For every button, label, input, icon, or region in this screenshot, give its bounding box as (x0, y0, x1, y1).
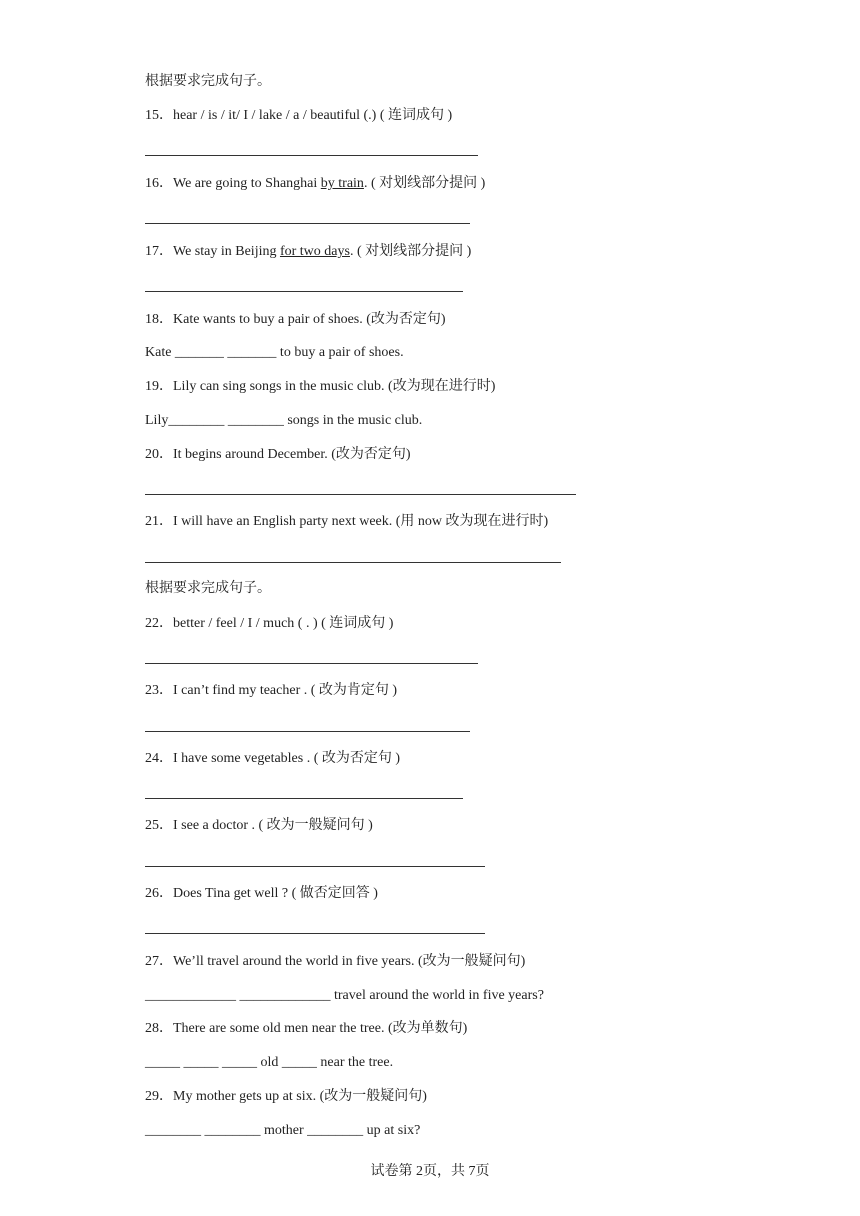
answer-line-21 (145, 562, 561, 563)
question-29: 29．My mother gets up at six. (改为一般疑问句) (145, 1089, 427, 1104)
question-17 (145, 243, 471, 261)
question-19: 19．Lily can sing songs in the music club. (改为现在进行时) (145, 379, 496, 394)
answer-27: _____________ _____________ travel around the world in five years? (145, 988, 544, 1003)
answer-line-16 (145, 223, 470, 224)
answer-line-17 (145, 291, 463, 292)
answer-line-24 (145, 798, 463, 799)
question-16-underlined: by train (320, 176, 364, 191)
question-17-pre: 17．We stay in Beijing (145, 244, 280, 259)
question-26: 26．Does Tina get well ? ( 做否定回答 ) (145, 886, 378, 901)
question-27: 27．We’ll travel around the world in five years. (改为一般疑问句) (145, 954, 526, 969)
question-28: 28．There are some old men near the tree. (改为单数句) (145, 1021, 468, 1036)
question-16 (145, 175, 485, 193)
question-16-post: . ( 对划线部分提问 ) (363, 176, 486, 191)
question-24: 24．I have some vegetables . ( 改为否定句 ) (145, 751, 401, 766)
answer-line-15 (145, 155, 478, 156)
question-21: 21．I will have an English party next week. (用 now 改为现在进行时) (145, 514, 549, 529)
answer-line-22 (145, 663, 478, 664)
section-heading: 根据要求完成句子。 (145, 74, 271, 89)
answer-18: Kate _______ _______ to buy a pair of shoes. (145, 345, 404, 360)
answer-line-20 (145, 494, 576, 495)
question-23: 23．I can’t find my teacher . ( 改为肯定句 ) (145, 683, 398, 698)
question-15: 15．hear / is / it/ I / lake / a / beautiful (.) ( 连词成句 ) (145, 108, 453, 123)
answer-29: ________ ________ mother ________ up at six? (145, 1123, 421, 1138)
answer-28: _____ _____ _____ old _____ near the tree. (145, 1055, 394, 1070)
section-heading: 根据要求完成句子。 (145, 581, 271, 596)
answer-line-23 (145, 731, 470, 732)
answer-line-25 (145, 866, 485, 867)
question-17-post: . ( 对划线部分提问 ) (349, 244, 472, 259)
question-17-underlined: for two days (279, 244, 350, 259)
answer-19: Lily________ ________ songs in the music club. (145, 413, 423, 428)
question-16-pre: 16．We are going to Shanghai (145, 176, 321, 191)
question-25: 25．I see a doctor . ( 改为一般疑问句 ) (145, 818, 373, 833)
page-footer: 试卷第 2页，共 7页 (370, 1164, 490, 1179)
question-20: 20．It begins around December. (改为否定句) (145, 447, 411, 462)
question-18: 18．Kate wants to buy a pair of shoes. (改为否定句) (145, 312, 446, 327)
question-22: 22．better / feel / I / much ( . ) ( 连词成句 ) (145, 616, 394, 631)
answer-line-26 (145, 933, 485, 934)
